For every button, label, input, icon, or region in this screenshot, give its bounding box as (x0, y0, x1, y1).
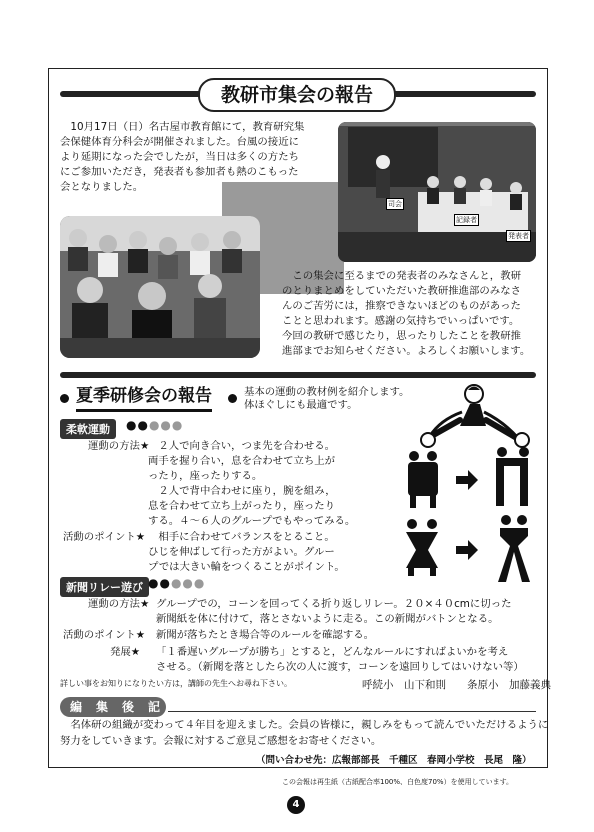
editor-char: 集 (95, 700, 108, 714)
editor-char: 記 (147, 700, 160, 714)
sec2-point: 新聞が落ちたとき場合等のルールを確認する。 (156, 629, 374, 641)
pair-exercise-illustration (406, 446, 536, 586)
sec2-method: グループでの，コーンを回ってくる折り返しリレー。２０×４０cmに切った 新聞紙を体に付けて，落とさないように走る。この新聞がバトンとなる。 (156, 598, 512, 625)
recycle-note: この会報は再生紙（古紙配合率100%、白色度70%）を使用しています。 (282, 778, 514, 786)
report1-thanks: この集会に至るまでの発表者のみなさんと，教研 のとりまとめをしていただいた教研推進部のみなさ んのご苦労には，推察できないほどのものがあった ことと思われます。感謝の気持ちでいっぱいです。 今回の教研で感じたり，思ったりしたことを教研推 進部までお知らせください。よろしくお願いします。 (282, 270, 531, 357)
note-text: 詳しい事をお知りになりたい方は，講師の先生へお尋ね下さい。 (60, 679, 292, 688)
point-label: 活動のポイント★ (63, 531, 146, 543)
sec1-method: ２人で向き合い，つま先を合わせる。 両手を握り合い，息を合わせて立ち上が ったり，座ったりする。 ２人で背中合わせに座り，腕を組み， 息を合わせて立ち上がったり，座ったり する。４～６人のグループでもやってみる。 (148, 440, 356, 527)
credits: 呼続小 山下和則 条原小 加藤義典 (362, 679, 551, 691)
dev-label: 発展★ (110, 646, 141, 658)
report1-title: 教研市集会の報告 (198, 78, 396, 112)
editor-char: 編 (70, 700, 83, 714)
editor-heading-chars (70, 699, 160, 715)
method-label: 運動の方法★ (88, 440, 150, 452)
method-label: 運動の方法★ (88, 598, 150, 610)
section-tag-newspaper-relay: 新聞リレー遊び (60, 577, 149, 597)
bullet-icon (228, 394, 237, 403)
photo-label: 記録者 (456, 216, 477, 224)
editor-contact: （問い合わせ先：広報部部長 千種区 春岡小学校 長尾 隆） (256, 755, 532, 766)
page-number: 4 (287, 796, 305, 814)
photo-label: 発表者 (508, 232, 529, 240)
photo-label: 司会 (388, 200, 402, 208)
editor-underline (168, 711, 536, 712)
audience-photo (60, 216, 260, 358)
dots-decoration: ●●●●● (126, 418, 184, 432)
sec2-dev: 「１番遅いグループが勝ち」とすると，どんなルールにすればよいかを考え させる。（新聞を落としたら次の人に渡す，コーンを遠回りしてはいけない等） (156, 646, 524, 673)
editor-body: 名体研の組織が変わって４年目を迎えました。会員の皆様に，親しみをもって読んでいただけるように 努力をしていきます。会報に対するご意見ご感想をお寄せください。 (60, 719, 549, 747)
editor-char: 後 (121, 700, 134, 714)
sec1-point: 相手に合わせてバランスをとること。 ひじを伸ばして行った方がよい。グルー プでは大きい輪をつくることがポイント。 (148, 531, 345, 573)
report1-intro: 10月17日（日）名古屋市教育館にて，教育研究集 会保健体育分科会が開催されました。台風の接近に より延期になった会でしたが，当日は多くの方たち にご参加いただき，発表者も参加者も熱のこもった 会となりました。 (60, 121, 305, 193)
stretch-illustration (400, 380, 536, 452)
bullet-icon (60, 394, 69, 403)
meeting-panel-photo (338, 122, 536, 262)
section-tag-flexibility: 柔軟運動 (60, 419, 116, 439)
dots-decoration: ●●●●● (148, 576, 206, 590)
section-rule (60, 372, 536, 378)
point-label: 活動のポイント★ (63, 629, 146, 641)
report2-intro: 基本の運動の教材例を紹介します。 体ほぐしにも最適です。 (244, 386, 410, 411)
report2-title: 夏季研修会の報告 (76, 383, 212, 412)
